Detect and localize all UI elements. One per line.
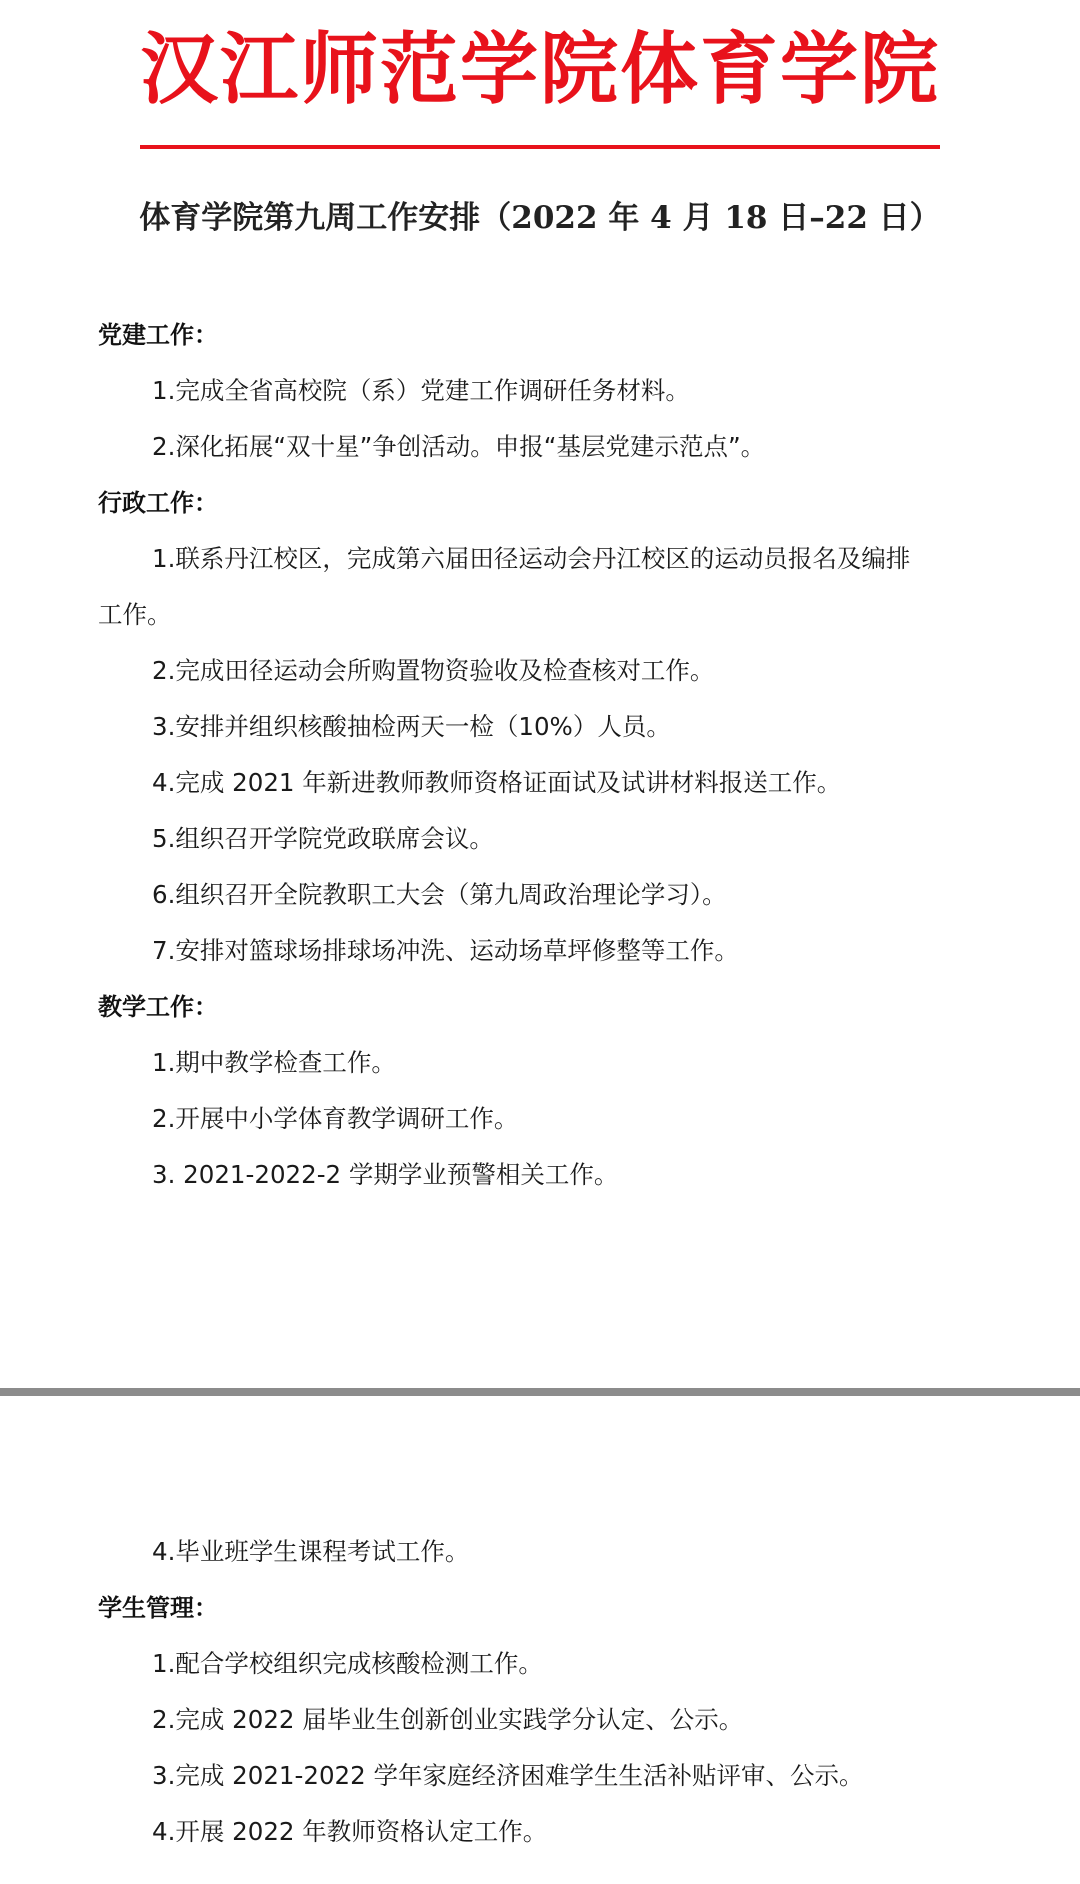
list-item: 3.安排并组织核酸抽检两天一检（10%）人员。 — [152, 712, 671, 741]
list-item: 2.完成田径运动会所购置物资验收及检查核对工作。 — [152, 656, 715, 685]
list-item: 1.完成全省高校院（系）党建工作调研任务材料。 — [152, 376, 690, 405]
list-item: 6.组织召开全院教职工大会（第九周政治理论学习）。 — [152, 880, 727, 909]
list-item: 2.完成 2022 届毕业生创新创业实践学分认定、公示。 — [152, 1705, 744, 1734]
section-heading-teaching: 教学工作： — [98, 993, 218, 1021]
list-item: 4.毕业班学生课程考试工作。 — [152, 1537, 470, 1566]
list-item: 1.配合学校组织完成核酸检测工作。 — [152, 1649, 543, 1678]
document-page-2 — [0, 1396, 1080, 1884]
list-item-continuation: 工作。 — [98, 600, 172, 629]
list-item: 5.组织召开学院党政联席会议。 — [152, 824, 494, 853]
section-heading-admin: 行政工作： — [98, 489, 218, 517]
list-item: 1.联系丹江校区，完成第六届田径运动会丹江校区的运动员报名及编排 — [152, 544, 911, 573]
list-item: 4.开展 2022 年教师资格认定工作。 — [152, 1817, 548, 1846]
list-item: 1.期中教学检查工作。 — [152, 1048, 396, 1077]
section-heading-party: 党建工作： — [98, 321, 218, 349]
list-item: 2.开展中小学体育教学调研工作。 — [152, 1104, 519, 1133]
document-title: 体育学院第九周工作安排（2022 年 4 月 18 日–22 日） — [139, 200, 941, 236]
list-item: 7.安排对篮球场排球场冲洗、运动场草坪修整等工作。 — [152, 936, 739, 965]
list-item: 3.完成 2021-2022 学年家庭经济困难学生生活补贴评审、公示。 — [152, 1761, 864, 1790]
list-item: 2.深化拓展“双十星”争创活动。申报“基层党建示范点”。 — [152, 432, 766, 461]
section-heading-student: 学生管理： — [98, 1594, 218, 1622]
org-header-title: 汉江师范学院体育学院 — [139, 24, 940, 115]
page-break-divider — [0, 1388, 1080, 1396]
list-item: 4.完成 2021 年新进教师教师资格证面试及试讲材料报送工作。 — [152, 768, 842, 797]
list-item: 3. 2021-2022-2 学期学业预警相关工作。 — [152, 1160, 619, 1189]
red-header-rule — [140, 145, 940, 149]
